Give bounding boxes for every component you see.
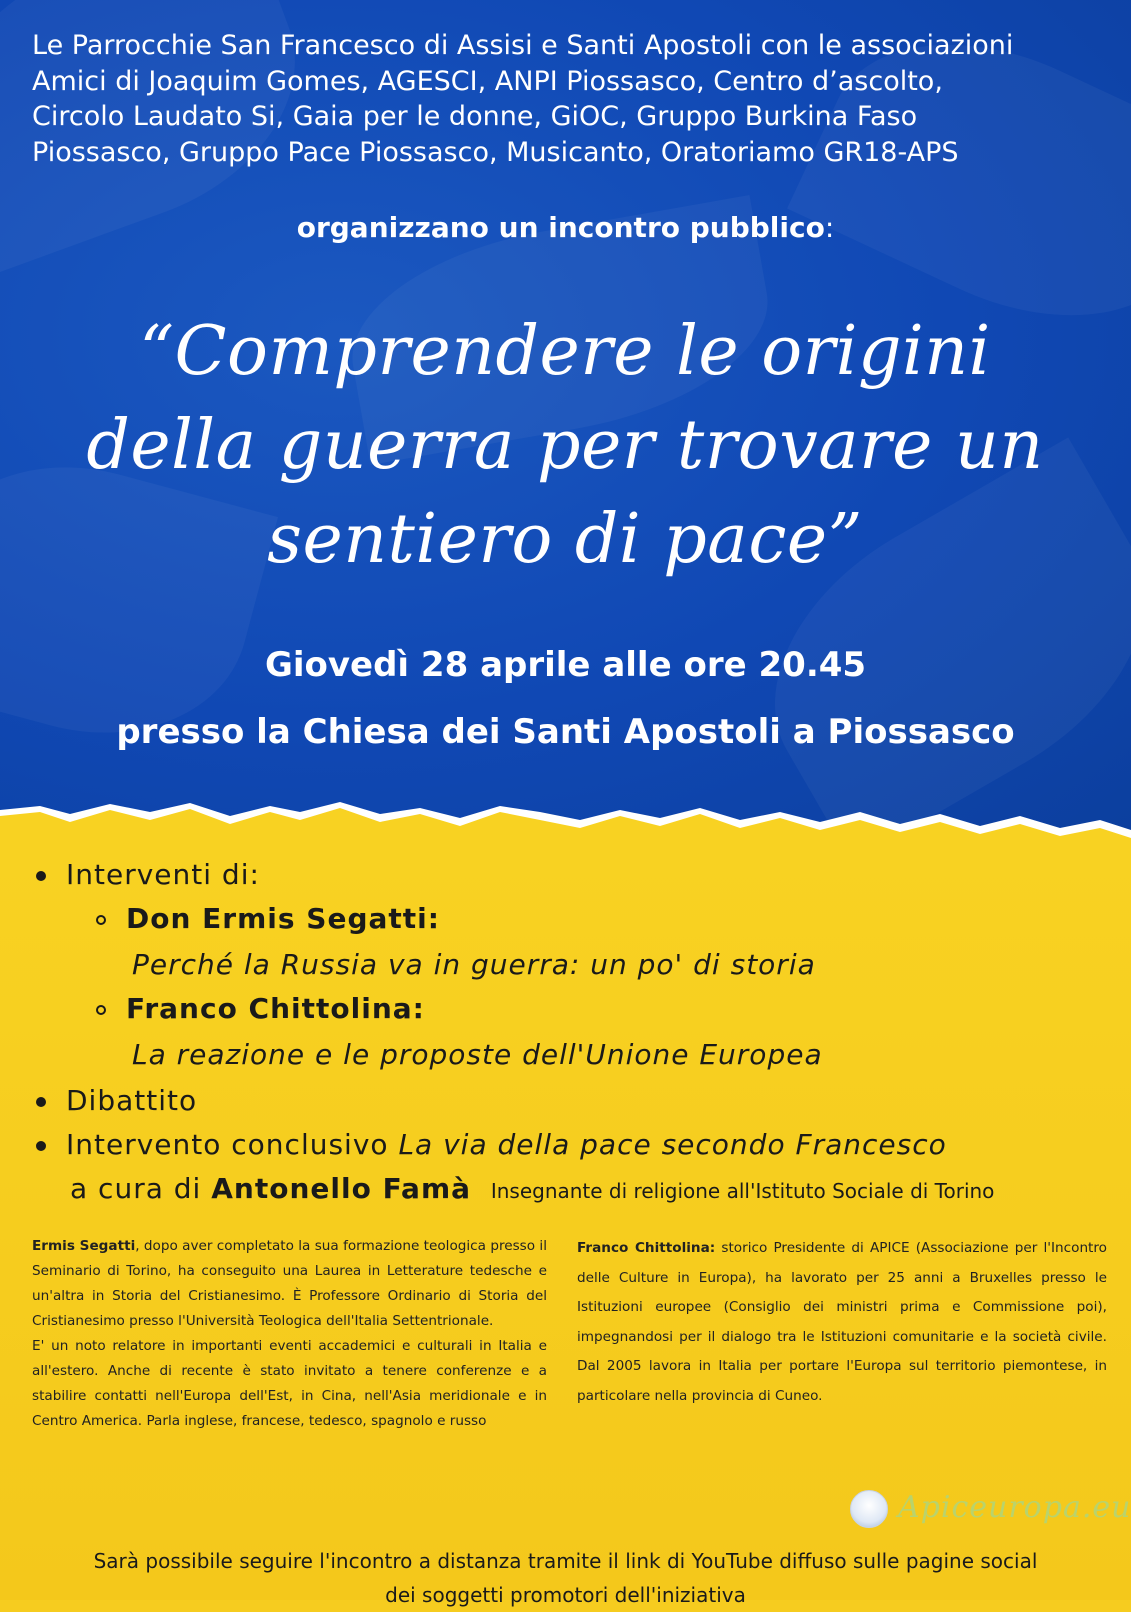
intro-line: Le Parrocchie San Francesco di Assisi e Santi Apostoli con le associazioni bbox=[32, 30, 1014, 61]
segatti-bio bbox=[32, 1234, 547, 1434]
streaming-note bbox=[0, 1544, 1131, 1612]
cura-name: Antonello Famà bbox=[211, 1172, 472, 1205]
circle-bullet-icon bbox=[96, 1005, 106, 1015]
bio-name: Ermis Segatti bbox=[32, 1238, 136, 1254]
cura-label: a cura di bbox=[70, 1172, 202, 1205]
conclusivo-title: La via della pace secondo Francesco bbox=[398, 1128, 947, 1161]
list-item bbox=[36, 1128, 947, 1161]
bio-text: storico Presidente di APICE (Associazione per l'Incontro delle Culture in Europa), ha lavorato per 25 anni a Bruxelles presso le Istituzioni europee (Consiglio dei ministri prima e Commissione poi), impegnandosi per il dialogo tra le Istituzioni comunitarie e la società civile. Dal 2005 lavora in Italia per portare l'Europa sul territorio piemontese, in particolare nella provincia di Cuneo. bbox=[577, 1240, 1107, 1404]
intro-line: Piossasco, Gruppo Pace Piossasco, Musicanto, Oratoriamo GR18-APS bbox=[32, 136, 959, 168]
event-title bbox=[40, 305, 1090, 587]
bullet-icon bbox=[36, 871, 46, 881]
footer-line: dei soggetti promotori dell'iniziativa bbox=[385, 1583, 746, 1607]
logo-text: Apiceuropa.eu bbox=[898, 1490, 1131, 1525]
title-line: della guerra per trovare un bbox=[86, 406, 1044, 485]
interventi-label: Interventi di: bbox=[66, 858, 260, 891]
cura-role: Insegnante di religione all'Istituto Sociale di Torino bbox=[490, 1179, 995, 1203]
list-item bbox=[96, 992, 425, 1025]
organize-text: organizzano un incontro pubblico bbox=[296, 211, 825, 244]
speaker-topic: La reazione e le proposte dell'Unione Europea bbox=[132, 1038, 823, 1071]
apiceuropa-logo bbox=[850, 1486, 1131, 1532]
logo-emblem-icon bbox=[850, 1490, 888, 1528]
title-line: “Comprendere le origini bbox=[139, 312, 991, 391]
organize-colon: : bbox=[824, 211, 835, 244]
cura-line bbox=[70, 1172, 994, 1205]
dibattito-label: Dibattito bbox=[66, 1084, 198, 1117]
bio-text: E' un noto relatore in importanti eventi accademici e culturali in Italia e all'estero. Anche di recente è stato invitato a tenere conferenze e a stabilire contatti nell'Europa dell'Est, in Cina, nell'Asia meridionale e in Centro America. Parla inglese, francese, tedesco, spagnolo e russo bbox=[32, 1338, 547, 1429]
organize-heading bbox=[0, 211, 1131, 244]
bio-name: Franco Chittolina: bbox=[577, 1240, 716, 1256]
speaker-name: Franco Chittolina: bbox=[126, 992, 425, 1025]
title-line: sentiero di pace” bbox=[267, 500, 863, 579]
event-place: presso la Chiesa dei Santi Apostoli a Piossasco bbox=[116, 712, 1015, 752]
intro-line: Amici di Joaquim Gomes, AGESCI, ANPI Piossasco, Centro d’ascolto, bbox=[32, 65, 943, 97]
intro-line: Circolo Laudato Si, Gaia per le donne, GiOC, Gruppo Burkina Faso bbox=[32, 101, 918, 132]
chittolina-bio bbox=[577, 1234, 1107, 1411]
bullet-icon bbox=[36, 1097, 46, 1107]
list-item bbox=[96, 902, 440, 935]
speaker-name: Don Ermis Segatti: bbox=[126, 902, 440, 935]
conclusivo-label: Intervento conclusivo bbox=[66, 1128, 389, 1161]
list-item bbox=[36, 858, 260, 891]
event-date: Giovedì 28 aprile alle ore 20.45 bbox=[264, 645, 867, 685]
bullet-icon bbox=[36, 1141, 46, 1151]
speaker-topic: Perché la Russia va in guerra: un po' di storia bbox=[132, 948, 816, 981]
circle-bullet-icon bbox=[96, 915, 106, 925]
organizers-intro bbox=[32, 28, 1107, 170]
bio-text: , dopo aver completato la sua formazione teologica presso il Seminario di Torino, ha conseguito una Laurea in Letterature tedesche e un'altra in Storia del Cristianesimo. È Professore Ordinario di Storia del Cristianesimo presso l'Università Teologica dell'Italia Settentrionale. bbox=[32, 1238, 547, 1329]
footer-line: Sarà possibile seguire l'incontro a distanza tramite il link di YouTube diffuso sulle pagine social bbox=[93, 1549, 1038, 1573]
list-item bbox=[36, 1084, 197, 1117]
